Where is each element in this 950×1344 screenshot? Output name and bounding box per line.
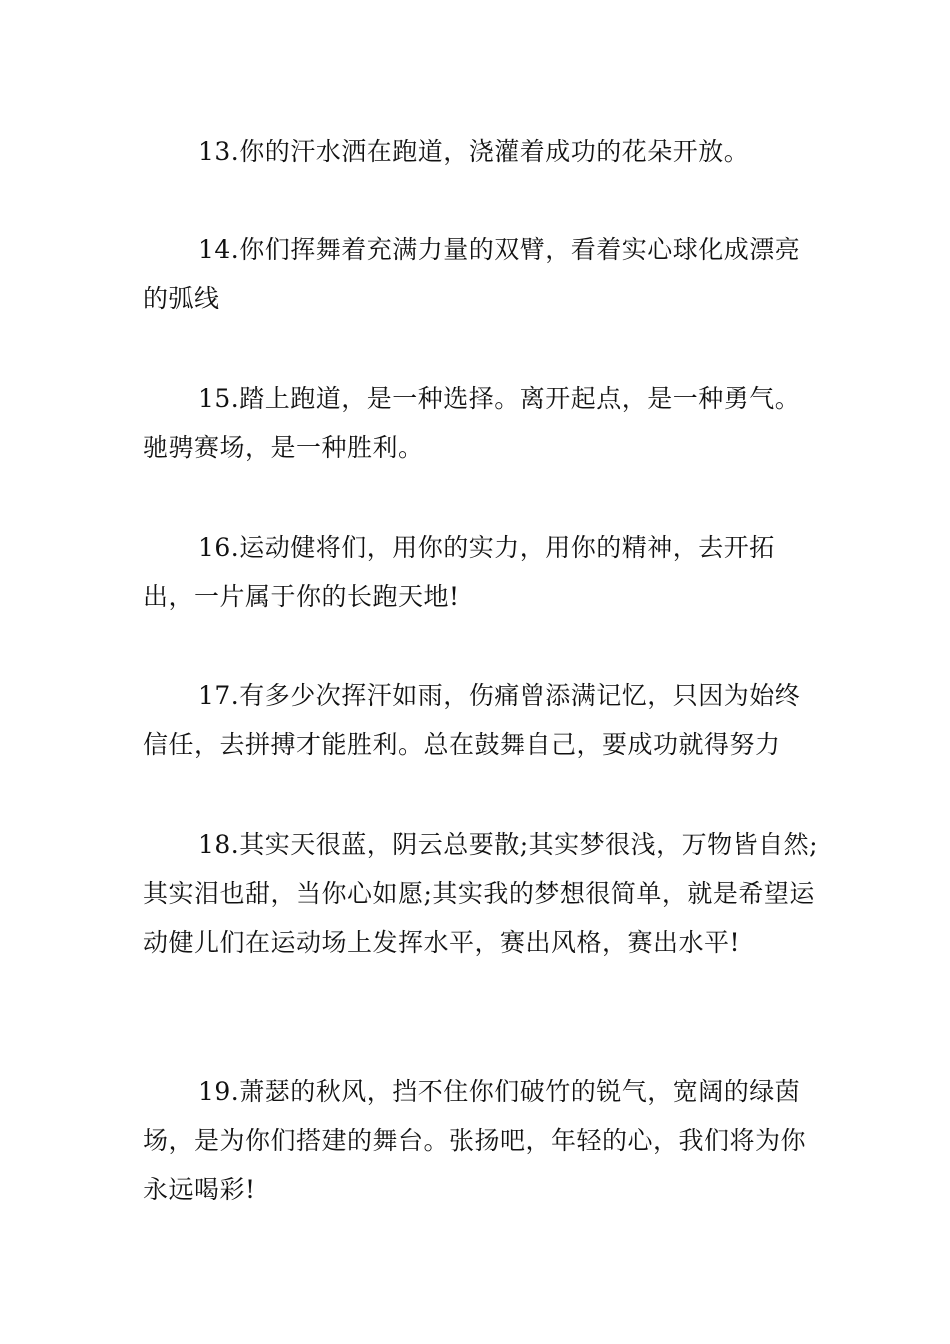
paragraph-19: 19.萧瑟的秋风，挡不住你们破竹的锐气，宽阔的绿茵场，是为你们搭建的舞台。张扬吧，年轻的心，我们将为你永远喝彩! xyxy=(143,1077,807,1204)
paragraph-18: 18.其实天很蓝，阴云总要散;其实梦很浅，万物皆自然;其实泪也甜，当你心如愿;其实我的梦想很简单，就是希望运动健儿们在运动场上发挥水平，赛出风格，赛出水平! xyxy=(143,830,819,957)
paragraph-15: 15.踏上跑道，是一种选择。离开起点，是一种勇气。驰骋赛场，是一种胜利。 xyxy=(143,384,801,462)
paragraph-14: 14.你们挥舞着充满力量的双臂，看着实心球化成漂亮的弧线 xyxy=(143,235,801,313)
paragraph-16: 16.运动健将们，用你的实力，用你的精神，去开拓出，一片属于你的长跑天地! xyxy=(143,533,775,611)
paragraph-13: 13.你的汗水洒在跑道，浇灌着成功的花朵开放。 xyxy=(198,137,750,166)
paragraph-17: 17.有多少次挥汗如雨，伤痛曾添满记忆，只因为始终信任，去拼搏才能胜利。总在鼓舞自己，要成功就得努力 xyxy=(143,681,801,759)
